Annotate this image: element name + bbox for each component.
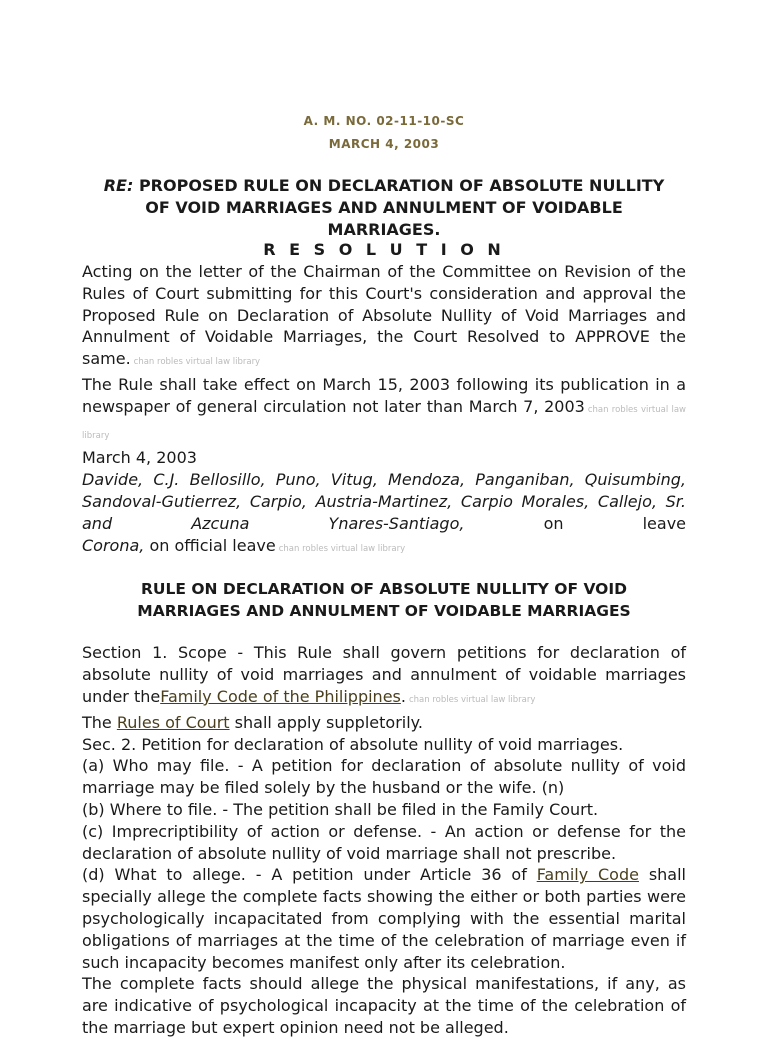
document-title xyxy=(100,175,668,241)
section-2-a: (a) Who may file. - A petition for declaration of absolute nullity of void marriage may be filed solely by the husband or the wife. (n) xyxy=(82,756,686,798)
section-1 xyxy=(82,642,686,711)
case-date: MARCH 4, 2003 xyxy=(328,137,440,151)
section-2-d-continued: The complete facts should allege the physical manifestations, if any, as are indicative of psychological incapacity at the time of the celebration of the marriage but expert opinion need not be alleged. xyxy=(82,974,686,1037)
section-2-d-post: shall specially allege the complete facts showing the either or both parties were psychologically incapacitated from complying with the essential marital obligations of marriages at the time of the celebration of marriage even if such incapacity becomes manifest only after its celebration. xyxy=(82,865,686,972)
resolution-p2-text: The Rule shall take effect on March 15, 2003 following its publication in a newspaper of general circulation not later than March 7, 2003 xyxy=(82,374,686,416)
resolution-date: March 4, 2003 xyxy=(82,448,197,468)
justices-names: Davide, C.J. Bellosillo, Puno, Vitug, Mendoza, Panganiban, Quisumbing, Sandoval-Gutierrez, Carpio, Austria-Martinez, Carpio Morales, Callejo, Sr. and Azcuna xyxy=(82,470,686,533)
resolution-heading: R E S O L U T I O N xyxy=(263,240,505,259)
official-leave-line xyxy=(82,535,686,561)
section-2: Sec. 2. Petition for declaration of absolute nullity of void marriages. xyxy=(82,734,624,754)
official-leave-justice: Corona, xyxy=(82,535,145,555)
title-text: PROPOSED RULE ON DECLARATION OF ABSOLUTE NULLITY OF VOID MARRIAGES AND ANNULMENT OF VOIDABLE MARRIAGES. xyxy=(138,176,665,239)
section-2-d-pre: (d) What to allege. - A petition under Article 36 of xyxy=(82,865,527,885)
section-2-c: (c) Imprecriptibility of action or defense. - An action or defense for the declaration of absolute nullity of void marriage shall not prescribe. xyxy=(82,821,686,863)
suppletory-pre: The xyxy=(82,712,112,732)
family-code-link-2[interactable]: Family Code xyxy=(536,865,639,885)
resolution-paragraph-1 xyxy=(82,261,686,374)
suppletory-post: shall apply suppletorily. xyxy=(234,712,423,732)
section-2-d xyxy=(82,864,686,973)
on-leave-justice: Ynares-Santiago, xyxy=(328,513,465,533)
watermark-text: chan robles virtual law library xyxy=(278,543,406,554)
rules-of-court-link[interactable]: Rules of Court xyxy=(116,712,230,732)
title-prefix: RE: xyxy=(103,176,134,195)
rule-heading: RULE ON DECLARATION OF ABSOLUTE NULLITY OF VOID MARRIAGES AND ANNULMENT OF VOIDABLE MARRIAGES xyxy=(137,580,631,621)
resolution-p1-text: Acting on the letter of the Chairman of the Committee on Revision of the Rules of Court submitting for this Court's consideration and approval the Proposed Rule on Declaration of Absolute Nullity of Void Marriages and Annulment of Voidable Marriages, the Court Resolved to APPROVE the same. xyxy=(82,262,686,369)
section-1-text: Section 1. Scope - This Rule shall govern petitions for declaration of absolute nullity of void marriages and annulment of voidable marriages under the xyxy=(82,643,686,706)
resolution-paragraph-2 xyxy=(82,374,686,447)
section-1-end: . xyxy=(400,686,406,706)
case-number: A. M. NO. 02-11-10-SC xyxy=(303,114,465,128)
section-1-suppletory xyxy=(82,712,686,734)
official-leave-text: on official leave xyxy=(149,535,276,555)
watermark-text: chan robles virtual law library xyxy=(82,404,686,441)
document-body xyxy=(82,261,686,1039)
family-code-link[interactable]: Family Code of the Philippines xyxy=(160,686,401,706)
watermark-text: chan robles virtual law library xyxy=(408,694,536,705)
watermark-text: chan robles virtual law library xyxy=(133,357,261,368)
justices-list xyxy=(82,469,686,534)
section-2-b: (b) Where to file. - The petition shall be filed in the Family Court. xyxy=(82,799,599,819)
on-leave-text: on leave xyxy=(543,513,686,533)
